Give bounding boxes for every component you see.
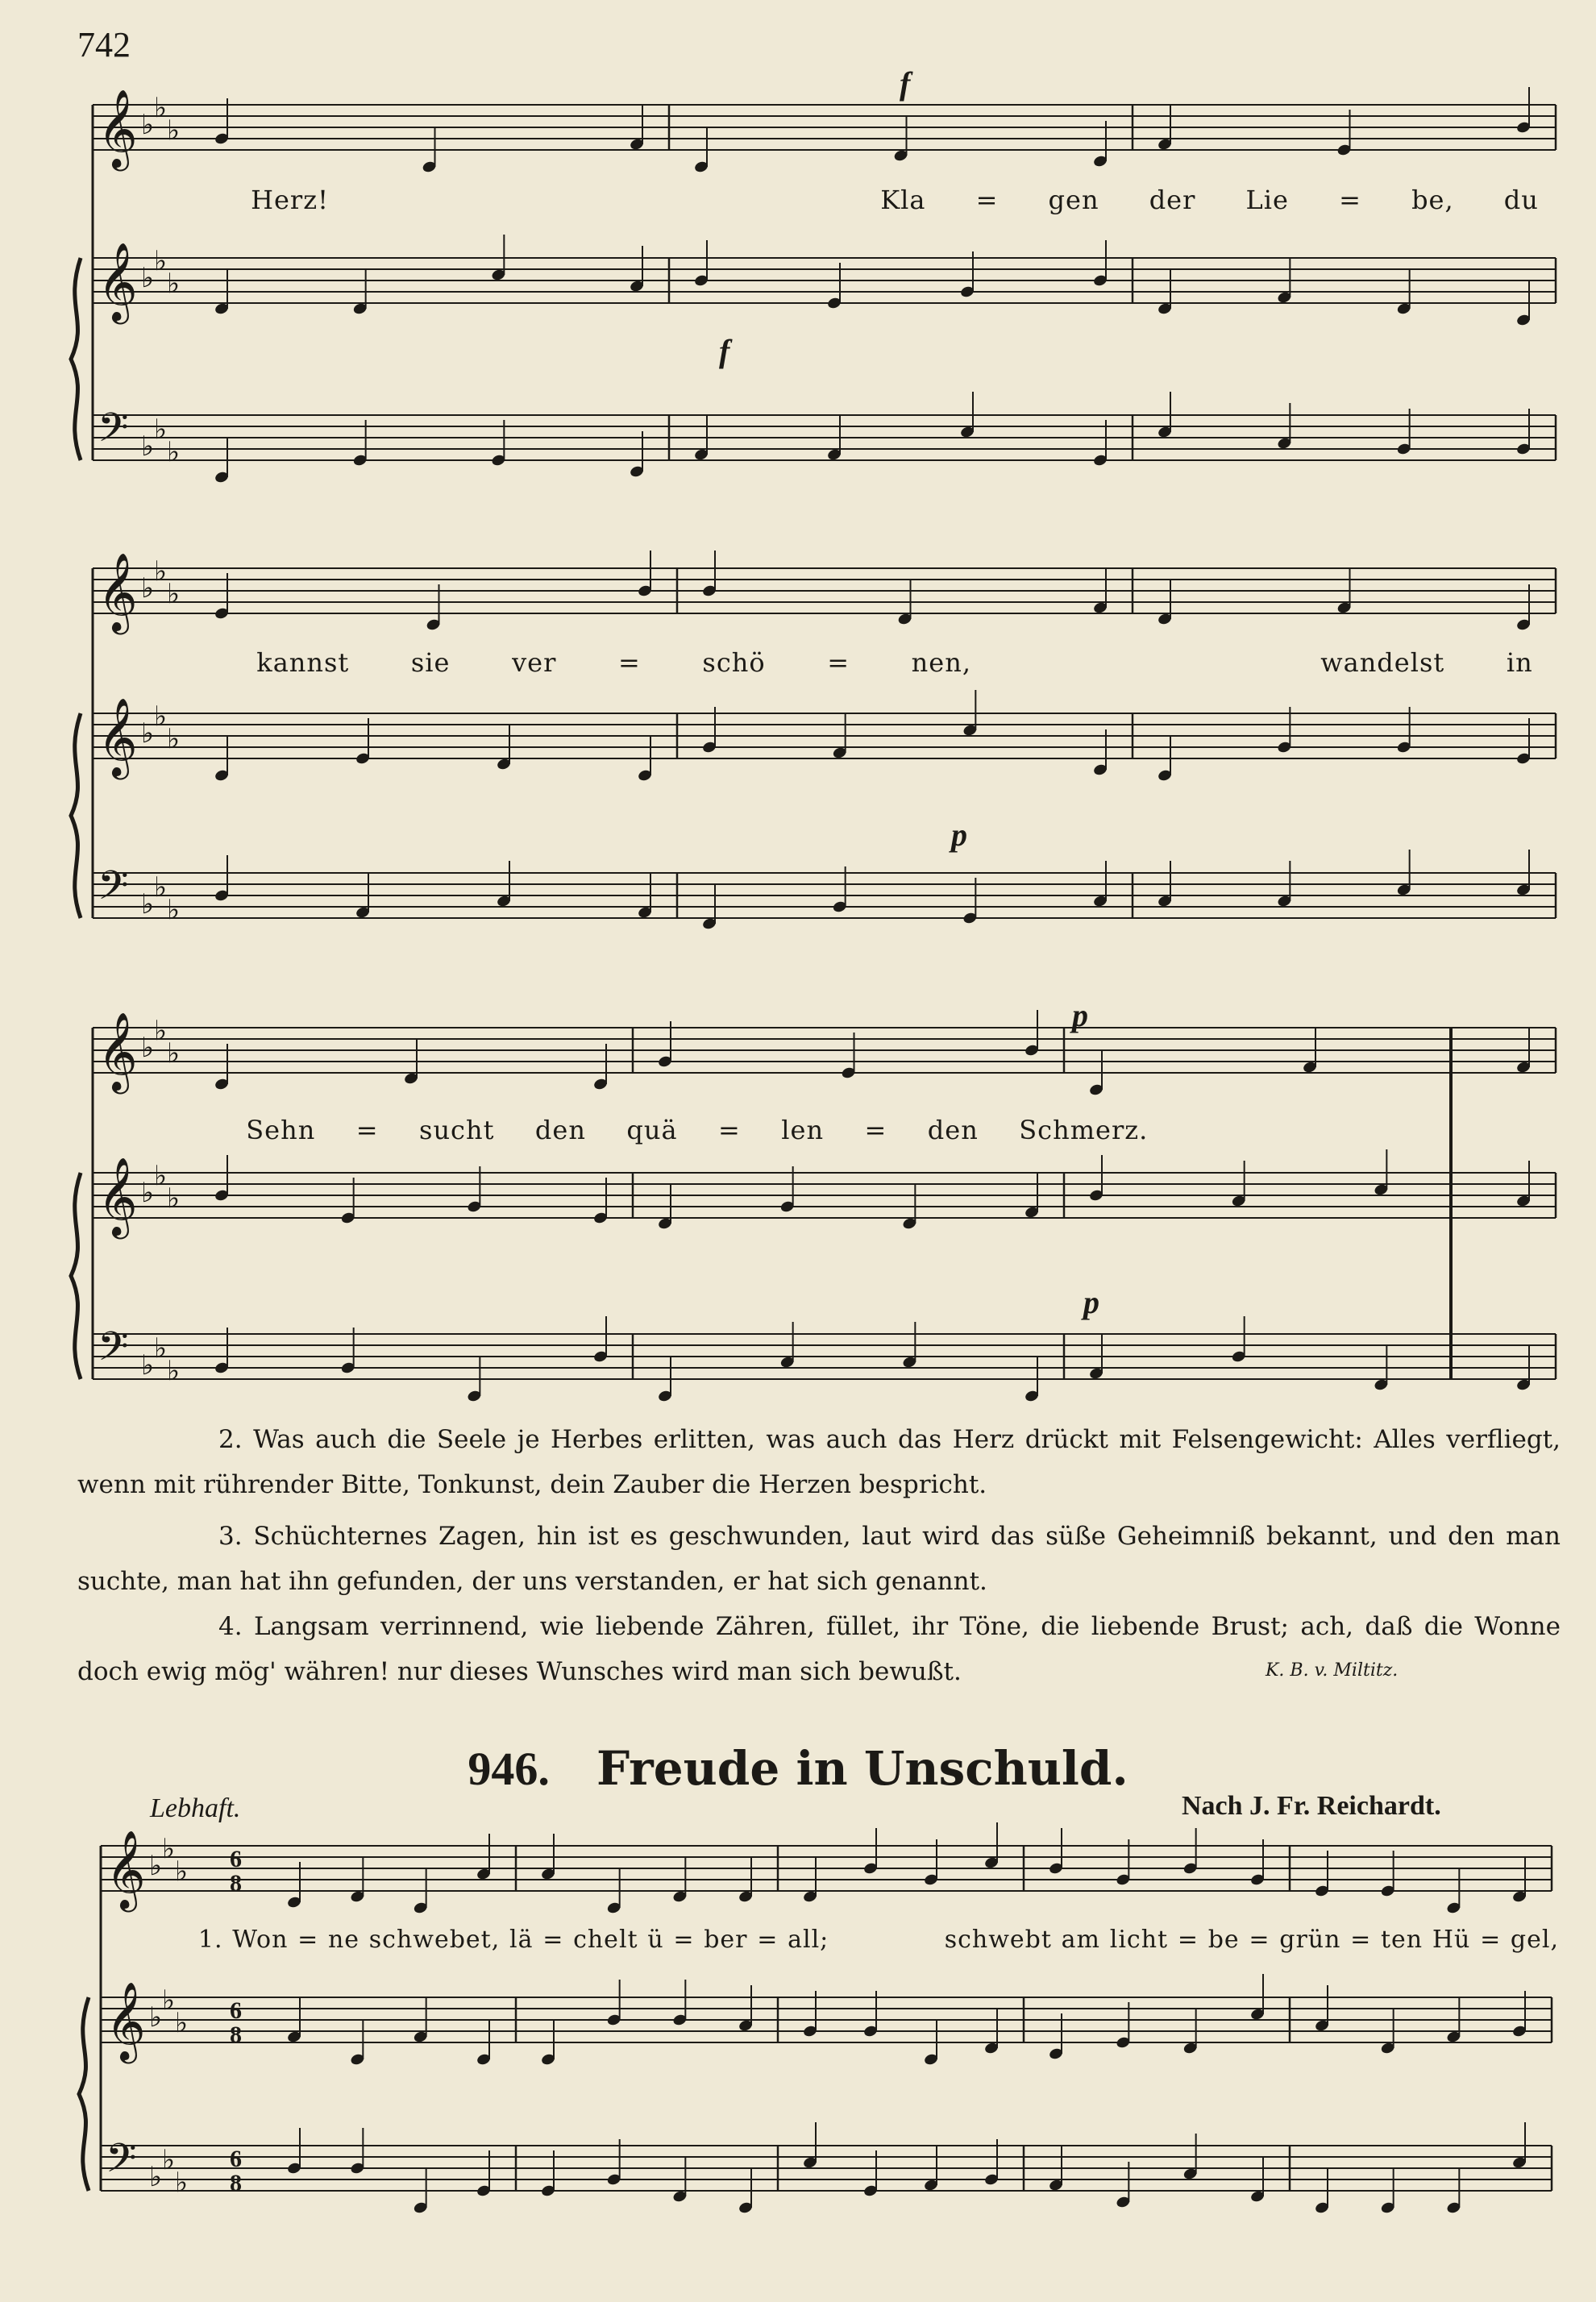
bass-clef: 𝄢 xyxy=(98,1323,129,1380)
verse-text: Was auch die Seele je Herbes erlitten, was auch das Herz drückt mit Felsengewicht: Alles verfliegt, wenn mit rührender Bitte, Tonkunst, dein Zauber die Herzen bespricht. xyxy=(77,1425,1561,1499)
verse-text: Schüchternes Zagen, hin ist es geschwunden, laut wird das süße Geheimniß bekannt, und den man suchte, man hat ihn gefunden, der uns verstanden, er hat sich genannt. xyxy=(77,1522,1561,1596)
flat-sign: ♭ xyxy=(175,2167,189,2199)
flat-sign: ♭ xyxy=(154,92,168,124)
lyric-syllable: quä xyxy=(626,1115,678,1145)
dynamic-marking: p xyxy=(1072,997,1088,1033)
flat-sign: ♭ xyxy=(141,109,155,141)
lyric-syllable: = xyxy=(673,1925,695,1954)
lyric-syllable: = xyxy=(618,647,641,678)
lyric-syllable: = xyxy=(975,185,999,215)
lyric-syllable: ten xyxy=(1381,1925,1424,1954)
flat-sign: ♭ xyxy=(141,888,155,920)
lyric-syllable: = xyxy=(1249,1925,1270,1954)
lyric-syllable: = xyxy=(297,1925,319,1954)
flat-sign: ♭ xyxy=(141,262,155,294)
flat-sign: ♭ xyxy=(167,1355,181,1387)
flat-sign: ♭ xyxy=(167,1182,181,1215)
verse-number: 2. xyxy=(218,1425,243,1454)
flat-sign: ♭ xyxy=(154,1160,168,1192)
flat-sign: ♭ xyxy=(175,1855,189,1888)
flat-sign: ♭ xyxy=(154,555,168,588)
composer-credit: Nach J. Fr. Reichardt. xyxy=(1182,1791,1441,1821)
lyric-syllable: Herz! xyxy=(251,185,329,215)
flat-sign: ♭ xyxy=(154,245,168,277)
lyric-syllable: chelt xyxy=(573,1925,638,1954)
lyrics-system-3 xyxy=(226,1106,1564,1154)
lyric-syllable: ne xyxy=(327,1925,360,1954)
lyric-syllable: ber xyxy=(704,1925,748,1954)
lyric-syllable: = xyxy=(718,1115,741,1145)
flat-sign: ♭ xyxy=(167,268,181,300)
dynamic-marking: f xyxy=(719,333,730,369)
verse-text: Langsam verrinnend, wie liebende Zähren, füllet, ihr Töne, die liebende Brust; ach, daß die Wonne doch ewig mög' währen! nur dieses Wunsches wird man sich bewußt. xyxy=(77,1612,1561,1686)
time-signature: 6 xyxy=(230,2146,242,2172)
lyric-syllable: kannst xyxy=(256,647,350,678)
treble-clef: 𝄞 xyxy=(98,1012,138,1091)
lyric-syllable: = xyxy=(355,1115,379,1145)
time-signature: 8 xyxy=(230,1870,242,1897)
poem-author: K. B. v. Miltitz. xyxy=(1266,1660,1399,1681)
lyrics-song-946 xyxy=(193,1915,1564,1963)
flat-sign: ♭ xyxy=(175,2007,189,2039)
bass-clef: 𝄢 xyxy=(98,862,129,919)
lyric-syllable: Schmerz. xyxy=(1019,1115,1149,1145)
flat-sign: ♭ xyxy=(149,1850,163,1882)
lyric-syllable: ver xyxy=(512,647,557,678)
lyric-syllable: be, xyxy=(1411,185,1454,215)
verse-2 xyxy=(77,1417,1561,1507)
flat-sign: ♭ xyxy=(149,2161,163,2193)
lyric-syllable: be xyxy=(1207,1925,1240,1954)
lyric-syllable: schwebet, xyxy=(368,1925,501,1954)
flat-sign: ♭ xyxy=(141,572,155,605)
verse-3 xyxy=(77,1514,1561,1604)
flat-sign: ♭ xyxy=(141,717,155,750)
lyric-syllable: 1. xyxy=(197,1925,223,1954)
flat-sign: ♭ xyxy=(167,723,181,755)
lyric-syllable: gel, xyxy=(1510,1925,1560,1954)
lyric-syllable: wandelst xyxy=(1320,647,1445,678)
flat-sign: ♭ xyxy=(162,1833,176,1865)
lyric-syllable: nen, xyxy=(911,647,971,678)
song-title xyxy=(0,1741,1596,1796)
piano-brace xyxy=(71,258,81,460)
flat-sign: ♭ xyxy=(141,430,155,463)
dynamic-marking: p xyxy=(951,817,967,853)
lyric-syllable: schö xyxy=(702,647,766,678)
flat-sign: ♭ xyxy=(141,1177,155,1209)
flat-sign: ♭ xyxy=(167,114,181,147)
lyric-syllable: = xyxy=(827,647,850,678)
treble-clef: 𝄞 xyxy=(98,242,138,321)
lyric-syllable: du xyxy=(1503,185,1539,215)
piano-brace xyxy=(71,1173,81,1379)
lyric-syllable: Kla xyxy=(880,185,926,215)
flat-sign: ♭ xyxy=(149,2001,163,2034)
lyric-syllable: = xyxy=(1177,1925,1199,1954)
flat-sign: ♭ xyxy=(154,700,168,733)
dynamic-marking: p xyxy=(1083,1284,1099,1320)
lyric-syllable: = xyxy=(1480,1925,1502,1954)
verse-4 xyxy=(77,1604,1561,1694)
lyric-syllable: in xyxy=(1506,647,1533,678)
lyric-syllable: den xyxy=(927,1115,979,1145)
flat-sign: ♭ xyxy=(167,578,181,610)
time-signature: 8 xyxy=(230,2022,242,2048)
flat-sign: ♭ xyxy=(154,1015,168,1047)
lyric-syllable: Lie xyxy=(1245,185,1289,215)
bass-clef: 𝄢 xyxy=(106,2135,137,2192)
dynamic-marking: f xyxy=(900,65,911,102)
flat-sign: ♭ xyxy=(167,436,181,468)
tempo-marking: Lebhaft. xyxy=(150,1793,241,1823)
lyrics-system-2 xyxy=(226,638,1564,687)
lyric-syllable: = xyxy=(757,1925,779,1954)
lyric-syllable: Hü xyxy=(1432,1925,1471,1954)
flat-sign: ♭ xyxy=(167,894,181,926)
flat-sign: ♭ xyxy=(162,1984,176,2017)
lyric-syllable: lä xyxy=(509,1925,534,1954)
song-number: 946. xyxy=(468,1743,550,1795)
flat-sign: ♭ xyxy=(167,1037,181,1070)
lyric-syllable: = xyxy=(542,1925,564,1954)
lyric-syllable: sucht xyxy=(419,1115,495,1145)
bass-clef: 𝄢 xyxy=(98,405,129,461)
lyric-syllable: der xyxy=(1149,185,1196,215)
treble-clef: 𝄞 xyxy=(98,89,138,168)
flat-sign: ♭ xyxy=(154,1332,168,1365)
lyrics-system-1 xyxy=(226,176,1564,224)
flat-sign: ♭ xyxy=(162,2144,176,2176)
treble-clef: 𝄞 xyxy=(98,552,138,631)
lyric-syllable: den xyxy=(534,1115,586,1145)
treble-clef: 𝄞 xyxy=(106,1981,146,2060)
time-signature: 8 xyxy=(230,2170,242,2196)
lyric-syllable: Won xyxy=(232,1925,289,1954)
lyric-syllable: = xyxy=(1350,1925,1372,1954)
lyric-syllable: sie xyxy=(410,647,451,678)
lyric-syllable: all; xyxy=(788,1925,829,1954)
verse-number: 3. xyxy=(218,1522,243,1551)
lyric-syllable: grün xyxy=(1279,1925,1341,1954)
piano-brace xyxy=(79,1997,89,2191)
treble-clef: 𝄞 xyxy=(98,1157,138,1236)
piano-brace xyxy=(71,713,81,918)
song-name: Freude in Unschuld. xyxy=(596,1741,1128,1796)
lyric-syllable: am xyxy=(1061,1925,1101,1954)
page-number: 742 xyxy=(77,25,131,64)
flat-sign: ♭ xyxy=(154,871,168,904)
lyric-syllable: gen xyxy=(1048,185,1099,215)
lyric-syllable: len xyxy=(781,1115,825,1145)
flat-sign: ♭ xyxy=(141,1032,155,1064)
lyric-syllable: ü xyxy=(647,1925,664,1954)
flat-sign: ♭ xyxy=(141,1349,155,1382)
lyric-syllable: = xyxy=(864,1115,887,1145)
lyric-syllable: Sehn xyxy=(246,1115,316,1145)
flat-sign: ♭ xyxy=(154,413,168,446)
lyric-syllable: licht xyxy=(1109,1925,1169,1954)
lyric-syllable: = xyxy=(1339,185,1361,215)
treble-clef: 𝄞 xyxy=(106,1830,146,1909)
verse-number: 4. xyxy=(218,1612,243,1641)
treble-clef: 𝄞 xyxy=(98,697,138,776)
time-signature: 6 xyxy=(230,1846,242,1872)
time-signature: 6 xyxy=(230,1997,242,2024)
lyric-syllable: schwebt xyxy=(944,1925,1052,1954)
